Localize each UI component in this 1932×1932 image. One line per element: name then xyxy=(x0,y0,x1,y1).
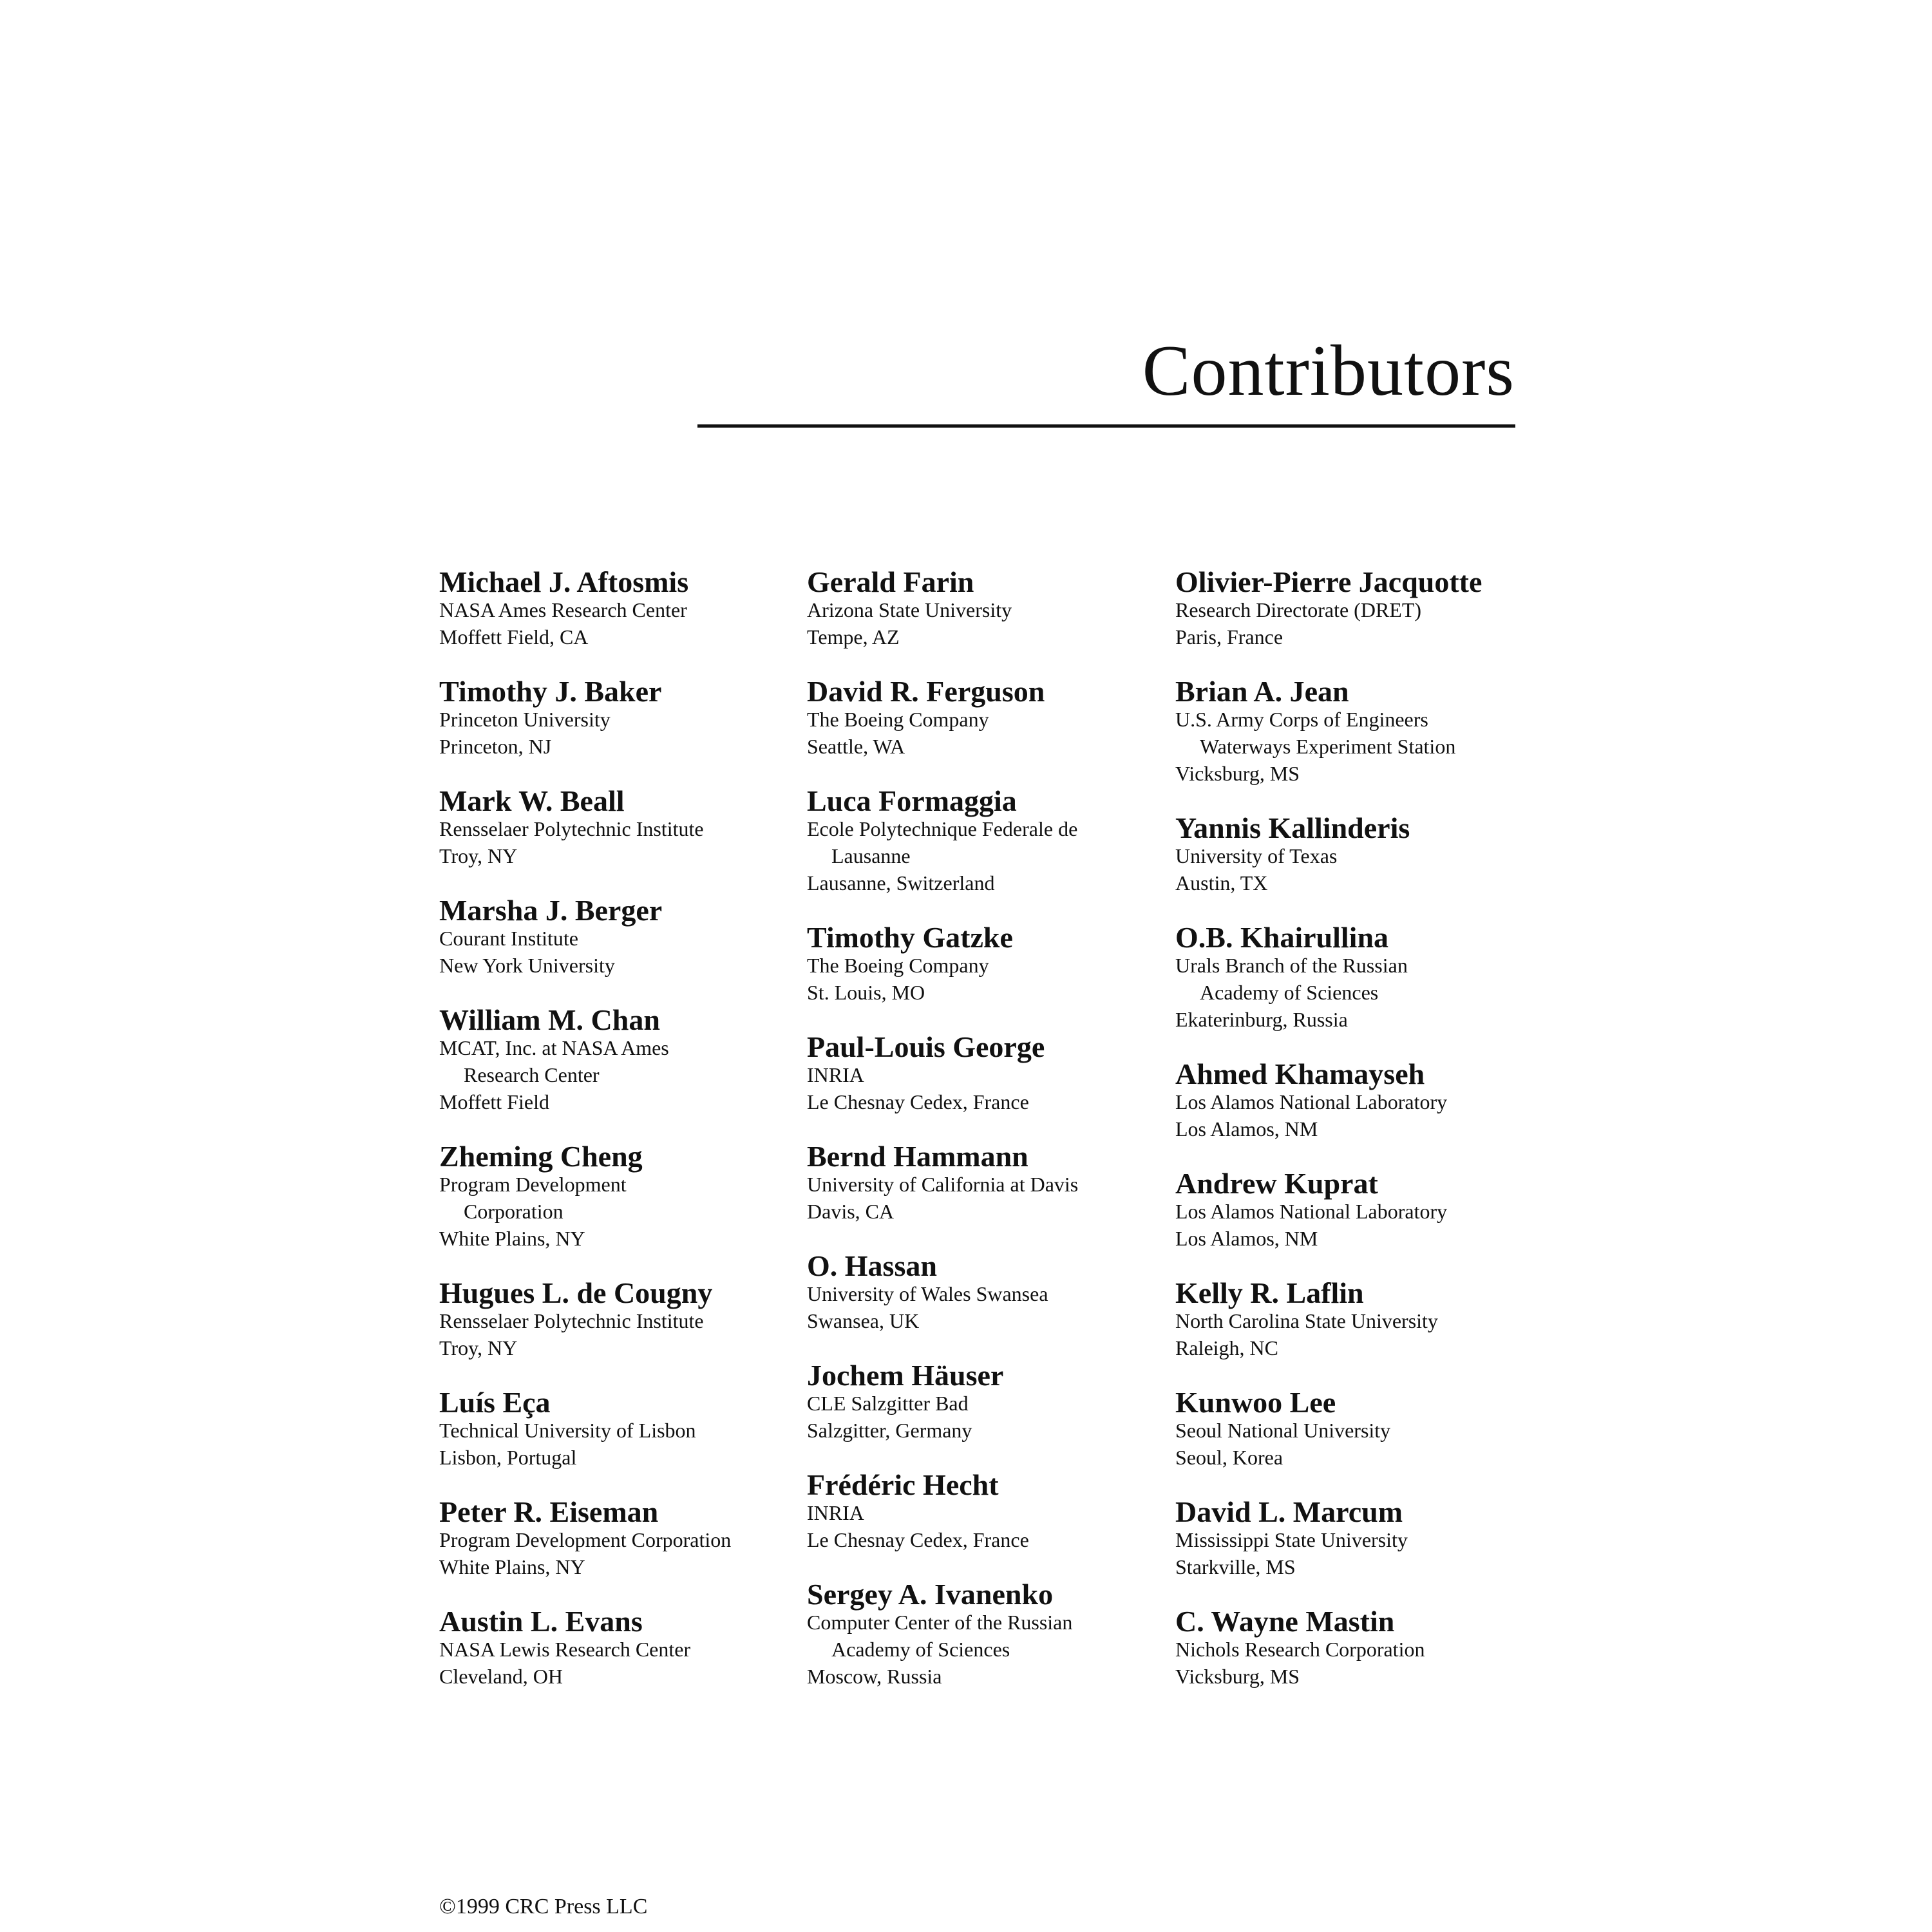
contributor-entry xyxy=(439,1276,800,1361)
contributor-entry xyxy=(1175,923,1536,1033)
contributor-affiliation: Rensselaer Polytechnic Institute xyxy=(439,1309,704,1332)
copyright-notice: ©1999 CRC Press LLC xyxy=(439,1895,648,1918)
contributor-affiliation: MCAT, Inc. at NASA Ames xyxy=(439,1036,669,1059)
contributor-entry xyxy=(1175,1607,1536,1690)
contributor-name: Peter R. Eiseman xyxy=(439,1495,659,1528)
contributor-affiliation: CLE Salzgitter Bad xyxy=(807,1392,969,1415)
contributor-location: Troy, NY xyxy=(439,1336,518,1359)
contributor-entry xyxy=(439,1607,800,1690)
contributor-entry xyxy=(1175,1388,1536,1471)
contributor-location: Lisbon, Portugal xyxy=(439,1446,577,1469)
contributor-location: Paris, France xyxy=(1175,625,1283,649)
contributor-affiliation-continued: Corporation xyxy=(464,1200,564,1223)
contributor-location: Los Alamos, NM xyxy=(1175,1117,1318,1141)
contributor-affiliation: Ecole Polytechnique Federale de xyxy=(807,817,1078,840)
contributor-affiliation: Arizona State University xyxy=(807,598,1012,621)
contributor-affiliation-continued: Academy of Sciences xyxy=(1200,981,1379,1004)
contributor-affiliation: Seoul National University xyxy=(1175,1419,1391,1442)
contributor-name: Frédéric Hecht xyxy=(807,1468,999,1501)
contributor-location: Moffett Field xyxy=(439,1090,549,1113)
contributor-affiliation-continued: Academy of Sciences xyxy=(831,1638,1010,1661)
contributor-entry xyxy=(807,1249,1168,1334)
contributor-entry xyxy=(439,784,800,869)
contributor-entry xyxy=(1175,565,1536,650)
contributor-entry xyxy=(807,923,1168,1006)
contributor-location: Cleveland, OH xyxy=(439,1665,563,1688)
contributor-affiliation: Princeton University xyxy=(439,708,611,731)
contributor-name: C. Wayne Mastin xyxy=(1175,1605,1395,1638)
contributor-entry xyxy=(1175,1167,1536,1252)
contributor-affiliation: The Boeing Company xyxy=(807,954,989,977)
contributor-affiliation: University of California at Davis xyxy=(807,1173,1079,1196)
contributor-entry xyxy=(439,1142,800,1252)
contributor-entry xyxy=(807,565,1168,650)
contributor-location: Seattle, WA xyxy=(807,735,905,758)
contributor-name: O.B. Khairullina xyxy=(1175,921,1389,954)
contributor-name: Austin L. Evans xyxy=(439,1605,643,1638)
contributor-name: Mark W. Beall xyxy=(439,784,625,817)
contributor-location: Austin, TX xyxy=(1175,871,1268,895)
contributor-entry xyxy=(1175,1495,1536,1580)
contributor-entry xyxy=(807,1580,1168,1690)
contributor-name: Luís Eça xyxy=(439,1386,551,1419)
contributor-location: Moffett Field, CA xyxy=(439,625,589,649)
contributor-name: Sergey A. Ivanenko xyxy=(807,1578,1054,1611)
page-title: Contributors xyxy=(1142,331,1515,411)
title-rule xyxy=(697,424,1515,428)
contributor-name: Hugues L. de Cougny xyxy=(439,1276,713,1309)
contributor-location: St. Louis, MO xyxy=(807,981,925,1004)
contributor-entry xyxy=(1175,1057,1536,1142)
contributor-affiliation: INRIA xyxy=(807,1063,864,1086)
contributor-location: White Plains, NY xyxy=(439,1227,585,1250)
contributor-location: Princeton, NJ xyxy=(439,735,552,758)
contributor-location: Lausanne, Switzerland xyxy=(807,871,995,895)
contributor-affiliation: Los Alamos National Laboratory xyxy=(1175,1090,1448,1113)
contributor-name: Kelly R. Laflin xyxy=(1175,1276,1364,1309)
contributor-affiliation: The Boeing Company xyxy=(807,708,989,731)
contributor-affiliation: Urals Branch of the Russian xyxy=(1175,954,1408,977)
contributor-affiliation: Research Directorate (DRET) xyxy=(1175,598,1422,621)
contributor-affiliation: Program Development Corporation xyxy=(439,1528,732,1551)
contributor-location: Seoul, Korea xyxy=(1175,1446,1283,1469)
contributor-location: Troy, NY xyxy=(439,844,518,867)
contributor-entry xyxy=(807,1030,1168,1115)
contributor-name: Gerald Farin xyxy=(807,565,974,598)
contributor-entry xyxy=(1175,677,1536,787)
contributor-name: Jochem Häuser xyxy=(807,1359,1004,1392)
contributor-name: Bernd Hammann xyxy=(807,1140,1028,1173)
contributor-entry xyxy=(807,1142,1168,1225)
contributor-location: Starkville, MS xyxy=(1175,1555,1296,1578)
contributor-location: Tempe, AZ xyxy=(807,625,900,649)
contributor-name: Yannis Kallinderis xyxy=(1175,811,1410,844)
contributor-affiliation: New York University xyxy=(439,954,615,977)
contributor-location: Vicksburg, MS xyxy=(1175,1665,1300,1688)
contributor-entry xyxy=(439,896,800,979)
contributor-location: White Plains, NY xyxy=(439,1555,585,1578)
contributor-name: Brian A. Jean xyxy=(1175,675,1349,708)
contributor-affiliation-continued: Research Center xyxy=(464,1063,600,1086)
contributor-affiliation: North Carolina State University xyxy=(1175,1309,1438,1332)
contributor-affiliation: Program Development xyxy=(439,1173,627,1196)
contributor-location: Swansea, UK xyxy=(807,1309,920,1332)
contributor-name: Timothy Gatzke xyxy=(807,921,1013,954)
contributor-name: Timothy J. Baker xyxy=(439,675,662,708)
contributor-affiliation: University of Wales Swansea xyxy=(807,1282,1048,1305)
contributor-name: Andrew Kuprat xyxy=(1175,1167,1378,1200)
contributor-affiliation: University of Texas xyxy=(1175,844,1338,867)
contributors-column-3 xyxy=(1175,565,1536,1717)
contributor-name: David R. Ferguson xyxy=(807,675,1045,708)
contributor-location: Moscow, Russia xyxy=(807,1665,942,1688)
contributor-affiliation: Technical University of Lisbon xyxy=(439,1419,696,1442)
contributor-name: Kunwoo Lee xyxy=(1175,1386,1336,1419)
contributor-location: Vicksburg, MS xyxy=(1175,762,1300,785)
contributor-entry xyxy=(1175,811,1536,896)
contributor-name: Ahmed Khamayseh xyxy=(1175,1057,1425,1090)
contributor-affiliation: Courant Institute xyxy=(439,927,578,950)
contributor-entry xyxy=(439,677,800,760)
contributor-affiliation: NASA Lewis Research Center xyxy=(439,1638,691,1661)
contributor-name: Zheming Cheng xyxy=(439,1140,643,1173)
contributor-affiliation-continued: Lausanne xyxy=(831,844,911,867)
contributor-location: Le Chesnay Cedex, France xyxy=(807,1090,1029,1113)
contributor-affiliation: INRIA xyxy=(807,1501,864,1524)
contributor-location: Davis, CA xyxy=(807,1200,895,1223)
contributor-affiliation: Nichols Research Corporation xyxy=(1175,1638,1425,1661)
contributor-name: Michael J. Aftosmis xyxy=(439,565,689,598)
contributor-location: Raleigh, NC xyxy=(1175,1336,1278,1359)
contributor-entry xyxy=(807,1468,1168,1553)
contributor-name: Paul-Louis George xyxy=(807,1030,1045,1063)
contributor-affiliation: Rensselaer Polytechnic Institute xyxy=(439,817,704,840)
contributor-entry xyxy=(807,1361,1168,1444)
contributor-name: O. Hassan xyxy=(807,1249,937,1282)
contributor-affiliation: Mississippi State University xyxy=(1175,1528,1408,1551)
contributor-name: Marsha J. Berger xyxy=(439,894,663,927)
contributor-affiliation: Los Alamos National Laboratory xyxy=(1175,1200,1448,1223)
contributor-entry xyxy=(1175,1276,1536,1361)
contributor-name: David L. Marcum xyxy=(1175,1495,1403,1528)
contributor-affiliation: Computer Center of the Russian xyxy=(807,1611,1073,1634)
contributor-entry xyxy=(807,784,1168,896)
contributor-entry xyxy=(439,1003,800,1115)
contributor-affiliation: NASA Ames Research Center xyxy=(439,598,687,621)
contributors-column-1 xyxy=(439,565,800,1717)
contributor-location: Le Chesnay Cedex, France xyxy=(807,1528,1029,1551)
contributor-affiliation-continued: Waterways Experiment Station xyxy=(1200,735,1456,758)
contributor-affiliation: U.S. Army Corps of Engineers xyxy=(1175,708,1428,731)
contributor-entry xyxy=(807,677,1168,760)
contributor-location: Salzgitter, Germany xyxy=(807,1419,972,1442)
contributor-entry xyxy=(439,1388,800,1471)
contributor-name: Luca Formaggia xyxy=(807,784,1017,817)
contributor-name: William M. Chan xyxy=(439,1003,660,1036)
contributor-entry xyxy=(439,565,800,650)
contributor-location: Los Alamos, NM xyxy=(1175,1227,1318,1250)
contributors-column-2 xyxy=(807,565,1168,1717)
contributor-name: Olivier-Pierre Jacquotte xyxy=(1175,565,1482,598)
contributor-entry xyxy=(439,1495,800,1580)
contributor-location: Ekaterinburg, Russia xyxy=(1175,1008,1348,1031)
